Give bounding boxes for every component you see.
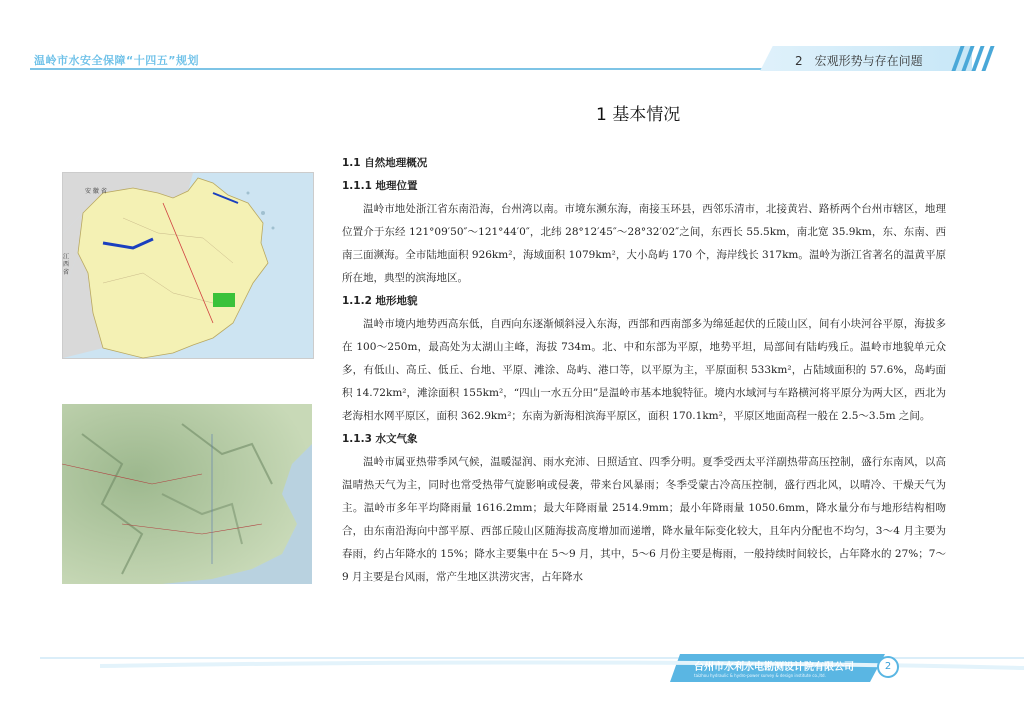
paragraph-terrain: 温岭市境内地势西高东低，自西向东逐渐倾斜浸入东海，西部和西南部多为绵延起伏的丘陵山区，间有小块河谷平原，海拔多在 100～250m，最高处为太湖山主峰，海拔 734m。北、中和东部为平原，地势平坦，局部间有陆屿残丘。温岭市地貌单元众多，有低山、高丘、低丘、台地、平原、滩涂、岛屿、港口等，以平原为主，平原面积 533km²，占陆域面积的 57.6%，岛屿面积 14.72km²，滩涂面积 155km²，“四山一水五分田”是温岭市基本地貌特征。境内水域河与车路横河将平原分为两大区，西北为老海相水网平原区，面积 362.9km²；东南为新海相滨海平原区，面积 170.1km²，平原区地面高程一般在 2.5～3.5m 之间。 <box>342 318 946 422</box>
document-title: 温岭市水安全保障“十四五”规划 <box>34 54 199 67</box>
subsection-heading: 1.1.1 地理位置 <box>342 180 418 192</box>
company-name-english: taizhou hydraulic & hydro-power survey & design institute co.,ltd. <box>694 673 826 678</box>
header-stripes-decoration <box>948 46 998 71</box>
subsection-heading: 1.1.2 地形地貌 <box>342 295 418 307</box>
province-location-map <box>62 172 314 359</box>
terrain-relief-map <box>62 404 312 584</box>
subsection-heading: 1.1.3 水文气象 <box>342 433 418 445</box>
body-text <box>342 152 946 589</box>
page-number: 2 <box>877 656 899 678</box>
paragraph-location: 温岭市地处浙江省东南沿海，台州湾以南。市境东濒东海，南接玉环县，西邻乐清市，北接黄岩、路桥两个台州市辖区，地理位置介于东经 121°09′50″～121°44′0″，北纬 28°12′45″～28°32′02″之间，东西长 55.5km，南北宽 35.9km，东、东南、西南三面濒海。全市陆地面积 926km²，海域面积 1079km²，大小岛屿 170 个，海岸线长 317km。温岭为浙江省著名的温黄平原所在地，典型的滨海地区。 <box>342 203 946 284</box>
footer-decoration <box>0 652 1024 724</box>
paragraph-climate: 温岭市属亚热带季风气候，温暖湿润、雨水充沛、日照适宜、四季分明。夏季受西太平洋副热带高压控制，盛行东南风，以高温晴热天气为主，同时也常受热带气旋影响或侵袭，带来台风暴雨；冬季受蒙古冷高压控制，盛行西北风，以晴冷、干燥天气为主。温岭市多年平均降雨量 1616.2mm；最大年降雨量 2514.9mm；最小年降雨量 1050.6mm，降水量分布与地形结构相吻合，由东南沿海向中部平原、西部丘陵山区随海拔高度增加而递增，降水量年际变化较大，且年内分配也不均匀，3～4 月主要为春雨，约占年降水的 15%；降水主要集中在 5～9 月，其中，5～6 月份主要是梅雨，一般持续时间较长，占年降水的 27%；7～9 月主要是台风雨，常产生地区洪涝灾害，占年降水 <box>342 456 946 583</box>
header-rule <box>30 68 775 70</box>
chapter-title: 1 基本情况 <box>596 105 681 125</box>
map-label-anhui: 安 徽 省 <box>85 188 107 195</box>
company-name: 台州市水利水电勘测设计院有限公司 <box>694 662 854 673</box>
section-tab-label: 2 宏观形势与存在问题 <box>795 54 923 68</box>
map-label-jiangxi: 江 西 省 <box>61 253 69 275</box>
section-heading: 1.1 自然地理概况 <box>342 157 428 169</box>
